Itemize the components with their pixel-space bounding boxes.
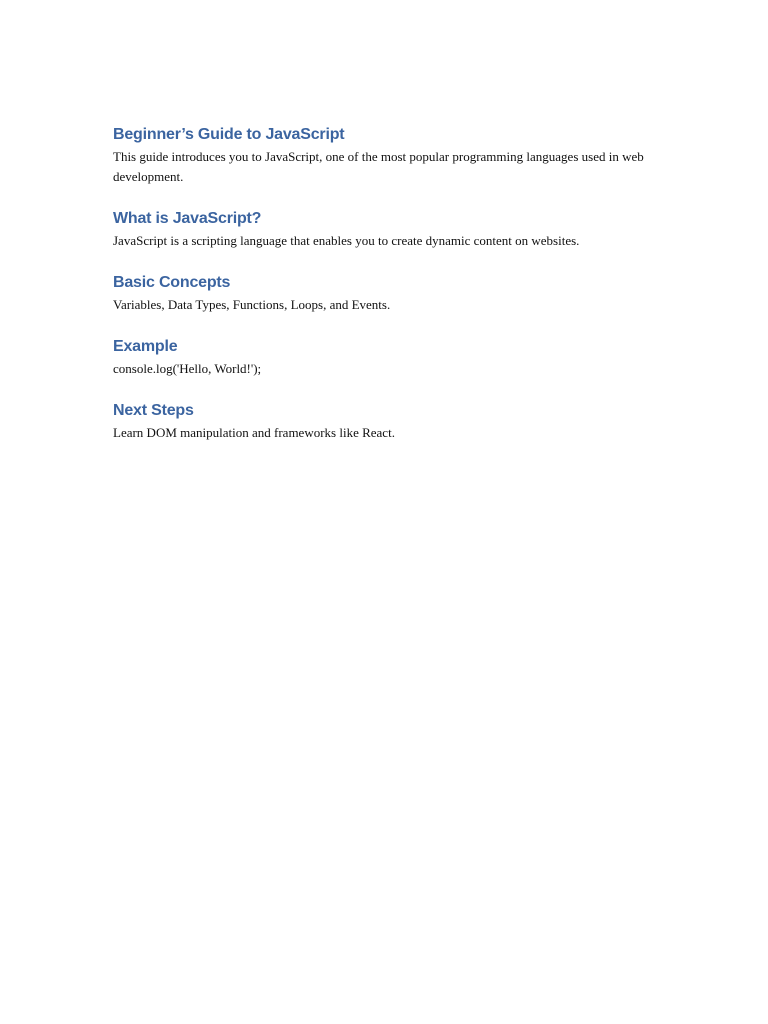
- section-heading-what-is-javascript: What is JavaScript?: [113, 210, 262, 227]
- document-title: Beginner’s Guide to JavaScript: [113, 126, 345, 143]
- section-text-next-steps: Learn DOM manipulation and frameworks like React.: [113, 425, 395, 440]
- section-basic-concepts: [113, 272, 658, 315]
- section-text-example: console.log('Hello, World!');: [113, 361, 262, 376]
- section-next-steps: [113, 400, 658, 443]
- section-text-what-is-javascript: JavaScript is a scripting language that enables you to create dynamic content on websites.: [113, 233, 580, 248]
- intro-paragraph: This guide introduces you to JavaScript, one of the most popular programming languages used in web development.: [113, 149, 644, 184]
- section-heading-example: Example: [113, 338, 178, 355]
- document-page: [113, 124, 658, 443]
- section-heading-next-steps: Next Steps: [113, 402, 194, 419]
- section-what-is-javascript: [113, 208, 658, 251]
- section-heading-basic-concepts: Basic Concepts: [113, 274, 231, 291]
- section-example: [113, 336, 658, 379]
- section-intro: [113, 124, 658, 187]
- section-text-basic-concepts: Variables, Data Types, Functions, Loops, and Events.: [113, 297, 391, 312]
